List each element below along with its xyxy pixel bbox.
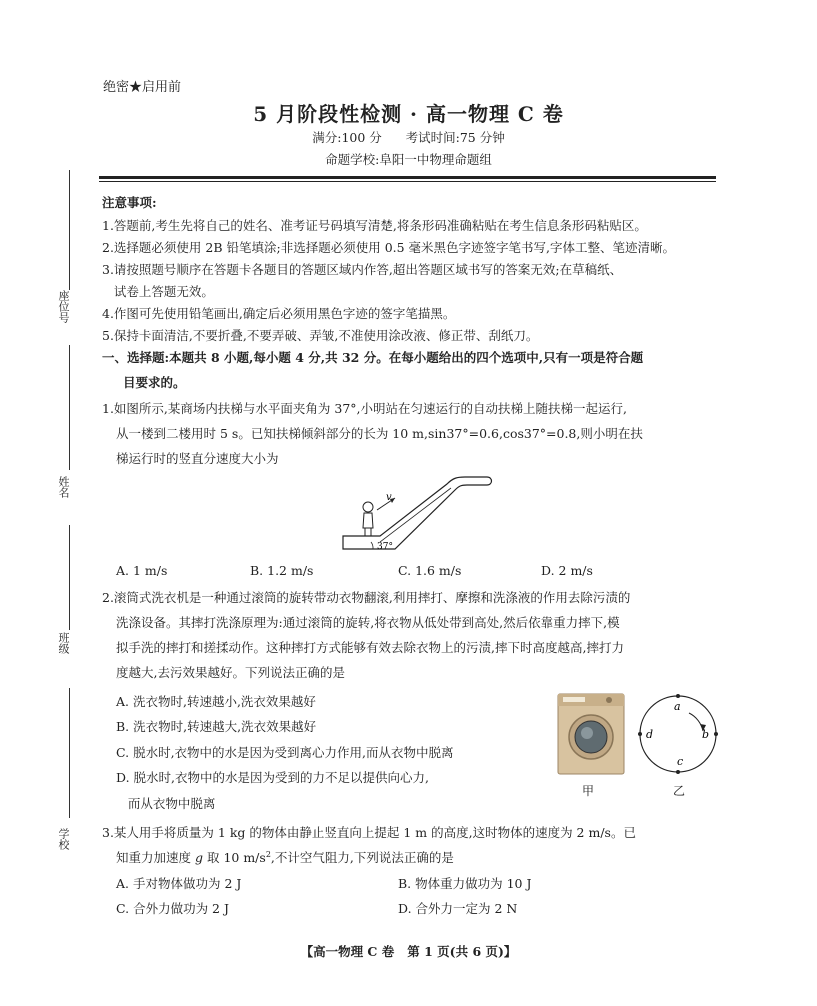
side-rule-3 — [69, 525, 70, 630]
side-rule-2 — [69, 345, 70, 470]
point-b — [714, 732, 718, 736]
score-time: 满分:100 分 考试时间:75 分钟 — [312, 130, 505, 145]
q3-stem-2 — [116, 848, 454, 866]
q2-stem-3: 拟手洗的摔打和搓揉动作。这种摔打方式能够有效去除衣物上的污渍,摔下时高度越高,摔打力 — [116, 640, 624, 655]
q1-stem-3: 梯运行时的竖直分速度大小为 — [116, 451, 279, 466]
point-a — [676, 694, 680, 698]
q3-stem-2-sup: 2 — [265, 849, 271, 859]
escalator-figure — [335, 470, 500, 555]
header-rule-thin — [99, 181, 716, 182]
rotation-circle-figure — [637, 693, 719, 775]
label-b: b — [702, 728, 710, 741]
q3-stem-2-pre: 知重力加速度 — [116, 850, 195, 865]
label-d: d — [646, 728, 654, 741]
note-3-cont: 试卷上答题无效。 — [102, 284, 214, 299]
velocity-label: v — [386, 492, 392, 503]
name-label: 姓名 — [57, 476, 70, 498]
q2-stem-1: 2.滚筒式洗衣机是一种通过滚筒的旋转带动衣物翻滚,利用摔打、摩擦和洗涤液的作用去除污渍的 — [102, 590, 631, 605]
q3-option-a: A. 手对物体做功为 2 J — [116, 876, 242, 891]
q1-option-b: B. 1.2 m/s — [250, 563, 314, 578]
q3-stem-2-post: ,不计空气阻力,下列说法正确的是 — [270, 850, 454, 865]
figure-yi-label: 乙 — [673, 784, 686, 798]
q2-stem-2: 洗涤设备。其摔打洗涤原理为:通过滚筒的旋转,将衣物从低处带到高处,然后依靠重力摔下,模 — [116, 615, 620, 630]
seat-number-label: 座位号 — [57, 290, 70, 323]
q2-stem-4: 度越大,去污效果越好。下列说法正确的是 — [116, 665, 345, 680]
note-5: 5.保持卡面清洁,不要折叠,不要弄破、弄皱,不准使用涂改液、修正带、刮纸刀。 — [102, 328, 539, 343]
point-c — [676, 770, 680, 774]
q1-stem-1: 1.如图所示,某商场内扶梯与水平面夹角为 37°,小明站在匀速运行的自动扶梯上随扶梯一起运行, — [102, 401, 627, 416]
page-footer: 【高一物理 C 卷 第 1 页(共 6 页)】 — [300, 944, 517, 959]
q3-stem-2-mid: 取 10 m/s — [203, 850, 266, 865]
section1-heading: 一、选择题:本题共 8 小题,每小题 4 分,共 32 分。在每小题给出的四个选项中,只有一项是符合题 — [102, 350, 644, 365]
washing-machine-figure — [557, 693, 625, 775]
note-1: 1.答题前,考生先将自己的姓名、准考证号码填写清楚,将条形码准确粘贴在考生信息条形码粘贴区。 — [102, 218, 647, 233]
q1-stem-2: 从一楼到二楼用时 5 s。已知扶梯倾斜部分的长为 10 m,sin37°=0.6,cos37°=0.8,则小明在扶 — [116, 426, 643, 441]
q2-option-a: A. 洗衣物时,转速越小,洗衣效果越好 — [116, 694, 316, 709]
q2-option-d: D. 脱水时,衣物中的水是因为受到的力不足以提供向心力, — [116, 770, 429, 785]
label-c: c — [677, 755, 684, 768]
class-label: 班级 — [57, 632, 70, 654]
note-2: 2.选择题必须使用 2B 铅笔填涂;非选择题必须使用 0.5 毫米黑色字迹签字笔书写,字体工整、笔迹清晰。 — [102, 240, 676, 255]
q1-option-c: C. 1.6 m/s — [398, 563, 462, 578]
notes-heading: 注意事项: — [102, 195, 157, 210]
secret-mark: 绝密★启用前 — [103, 80, 182, 95]
angle-label: 37° — [377, 542, 393, 552]
q3-option-b: B. 物体重力做功为 10 J — [398, 876, 532, 891]
q3-option-c: C. 合外力做功为 2 J — [116, 901, 229, 916]
q1-option-a: A. 1 m/s — [116, 563, 168, 578]
q3-stem-1: 3.某人用手将质量为 1 kg 的物体由静止竖直向上提起 1 m 的高度,这时物体的速度为 2 m/s。已 — [102, 825, 636, 840]
point-d — [638, 732, 642, 736]
setter-info: 命题学校:阜阳一中物理命题组 — [325, 152, 492, 167]
q3-option-d: D. 合外力一定为 2 N — [398, 901, 518, 916]
page-title: 5 月阶段性检测 · 高一物理 C 卷 — [253, 102, 564, 126]
q2-option-d-cont: 而从衣物中脱离 — [116, 796, 216, 811]
q1-option-d: D. 2 m/s — [541, 563, 593, 578]
note-4: 4.作图可先使用铅笔画出,确定后必须用黑色字迹的签字笔描黑。 — [102, 306, 456, 321]
q2-option-b: B. 洗衣物时,转速越大,洗衣效果越好 — [116, 719, 317, 734]
figure-jia-label: 甲 — [582, 784, 595, 798]
note-3: 3.请按照题号顺序在答题卡各题目的答题区域内作答,超出答题区域书写的答案无效;在草稿纸、 — [102, 262, 623, 277]
school-label: 学校 — [57, 828, 70, 850]
label-a: a — [674, 700, 681, 713]
header-rule-thick — [99, 176, 716, 179]
side-rule-4 — [69, 688, 70, 818]
side-rule-1 — [69, 170, 70, 290]
q3-symbol-g: g — [194, 850, 203, 865]
q2-option-c: C. 脱水时,衣物中的水是因为受到离心力作用,而从衣物中脱离 — [116, 745, 454, 760]
section1-heading-cont: 目要求的。 — [123, 375, 186, 390]
